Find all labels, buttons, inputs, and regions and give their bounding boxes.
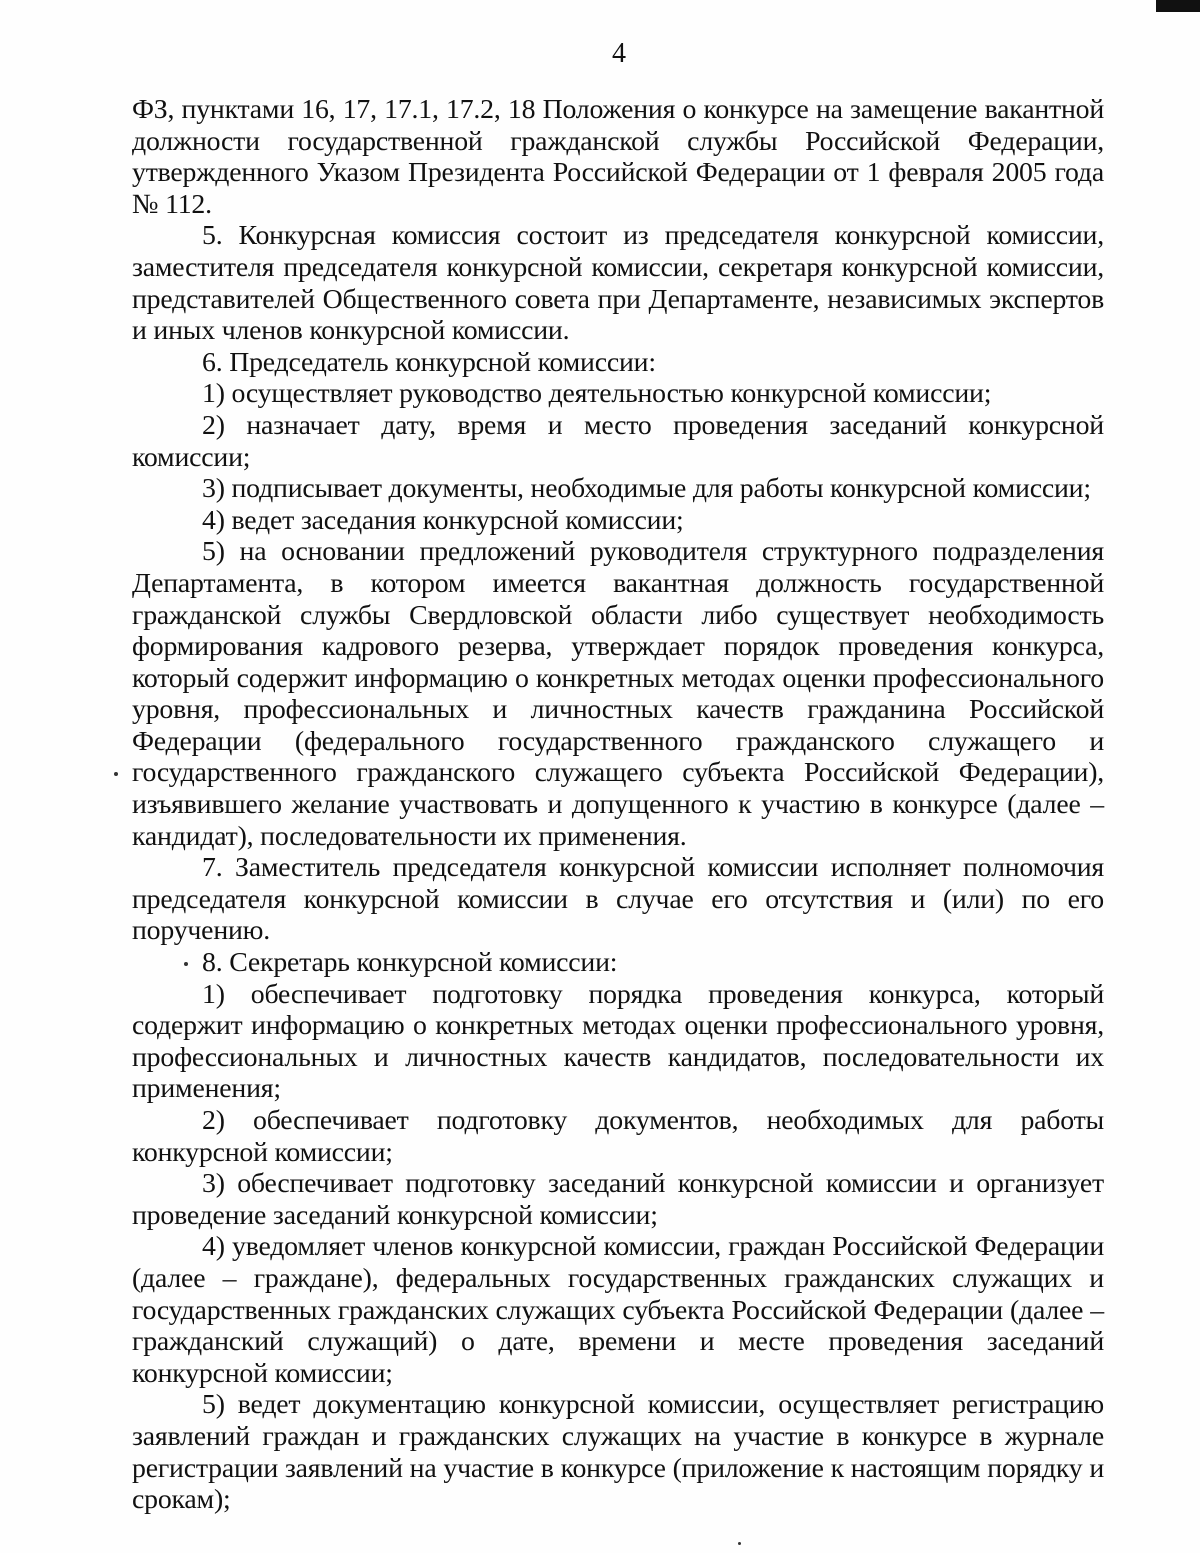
scan-speck <box>114 772 118 776</box>
subitem-6-2: 2) назначает дату, время и место проведения заседаний конкурсной комиссии; <box>132 409 1104 473</box>
subitem-8-1: 1) обеспечивает подготовку порядка проведения конкурса, который содержит информацию о конкретных методах оценки профессионального уровня, профессиональных и личностных качеств кандидатов, последовательности их применения; <box>132 978 1104 1105</box>
page-number: 4 <box>612 38 626 69</box>
scan-speck <box>738 1542 741 1545</box>
paragraph-item-5: 5. Конкурсная комиссия состоит из председателя конкурсной комиссии, заместителя председателя конкурсной комиссии, секретаря конкурсной комиссии, представителей Общественного совета при Департаменте, независимых экспертов и иных членов конкурсной комиссии. <box>132 220 1104 347</box>
subitem-6-1: 1) осуществляет руководство деятельностью конкурсной комиссии; <box>202 378 992 410</box>
paragraph-continuation: ФЗ, пунктами 16, 17, 17.1, 17.2, 18 Положения о конкурсе на замещение вакантной должности государственной гражданской службы Российской Федерации, утвержденного Указом Президента Российской Федерации от 1 февраля 2005 года № 112. <box>132 94 1104 220</box>
scan-speck <box>184 962 188 966</box>
subitem-8-5: 5) ведет документацию конкурсной комиссии, осуществляет регистрацию заявлений граждан и гражданских служащих на участие в конкурсе в журнале регистрации заявлений на участие в конкурсе (приложение к настоящим порядку и срокам); <box>132 1389 1104 1516</box>
document-body <box>132 94 1104 1516</box>
paragraph-item-8: 8. Секретарь конкурсной комиссии: <box>202 947 618 979</box>
subitem-6-3: 3) подписывает документы, необходимые для работы конкурсной комиссии; <box>202 473 1091 505</box>
subitem-6-4: 4) ведет заседания конкурсной комиссии; <box>202 504 684 536</box>
scan-edge-mark <box>1156 0 1200 12</box>
paragraph-item-7: 7. Заместитель председателя конкурсной комиссии исполняет полномочия председателя конкурсной комиссии в случае его отсутствия и (или) по его поручению. <box>132 852 1104 947</box>
paragraph-item-6: 6. Председатель конкурсной комиссии: <box>202 346 656 378</box>
subitem-8-2: 2) обеспечивает подготовку документов, необходимых для работы конкурсной комиссии; <box>132 1105 1104 1168</box>
subitem-6-5: 5) на основании предложений руководителя структурного подразделения Департамента, в котором имеется вакантная должность государственной гражданской службы Свердловской области либо существует необходимость формирования кадрового резерва, утверждает порядок проведения конкурса, который содержит информацию о конкретных методах оценки профессионального уровня, профессиональных и личностных качеств гражданина Российской Федерации (федерального государственного гражданского служащего и государственного гражданского служащего субъекта Российской Федерации), изъявившего желание участвовать и допущенного к участию в конкурсе (далее – кандидат), последовательности их применения. <box>132 536 1104 852</box>
subitem-8-3: 3) обеспечивает подготовку заседаний конкурсной комиссии и организует проведение заседаний конкурсной комиссии; <box>132 1168 1104 1231</box>
subitem-8-4: 4) уведомляет членов конкурсной комиссии, граждан Российской Федерации (далее – граждане), федеральных государственных гражданских служащих и государственных гражданских служащих субъекта Российской Федерации (далее – гражданский служащий) о дате, времени и месте проведения заседаний конкурсной комиссии; <box>132 1231 1104 1389</box>
